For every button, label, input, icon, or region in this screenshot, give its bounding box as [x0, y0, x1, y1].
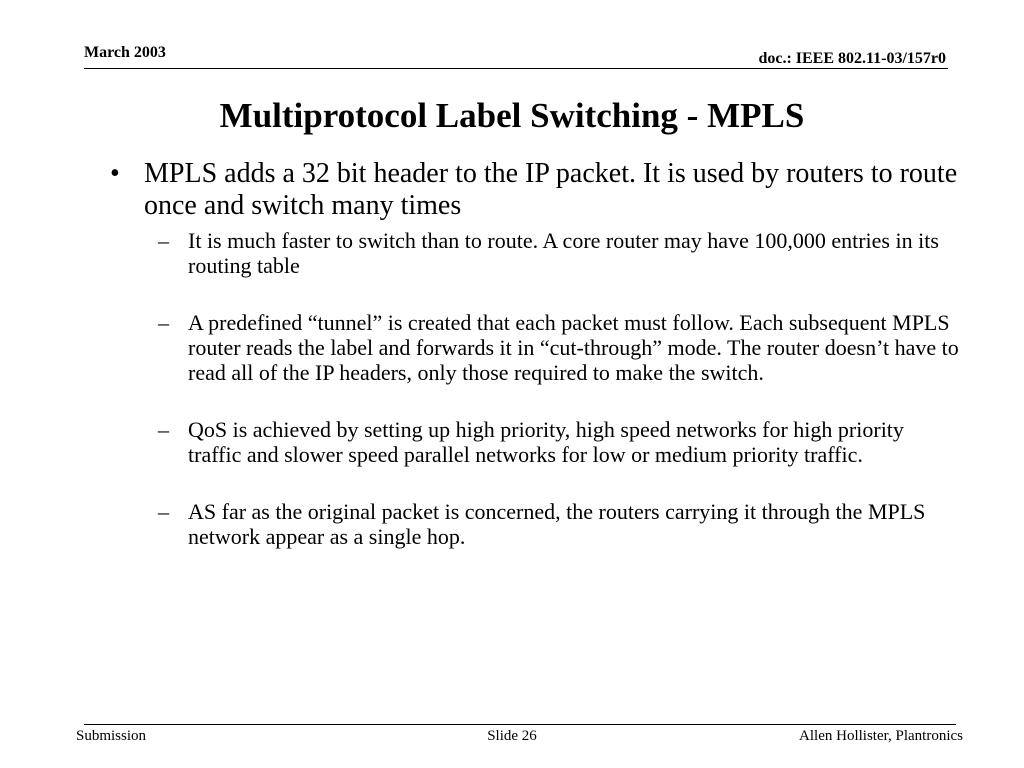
bullet-marker: • — [110, 158, 120, 189]
header-date: March 2003 — [84, 44, 166, 61]
sub-bullet-text: A predefined “tunnel” is created that each packet must follow. Each subsequent MPLS router reads the label and forwards it in “cut-through” mode. The router doesn’t have to read all of the IP headers, only those required to make the switch. — [188, 310, 959, 385]
footer-author: Allen Hollister, Plantronics — [799, 728, 963, 744]
sub-bullet-marker: – — [158, 310, 169, 335]
sub-bullet-marker: – — [158, 417, 169, 442]
sub-bullet-text: AS far as the original packet is concerned, the routers carrying it through the MPLS network appear as a single hop. — [188, 499, 926, 549]
header-doc-id: doc.: IEEE 802.11-03/157r0 — [758, 50, 946, 67]
sub-bullet-item — [110, 228, 960, 278]
footer-divider — [84, 724, 956, 725]
sub-bullet-text: QoS is achieved by setting up high priority, high speed networks for high priority traffic and slower speed parallel networks for low or medium priority traffic. — [188, 417, 904, 467]
bullet-item — [110, 158, 960, 222]
sub-bullet-text: It is much faster to switch than to route. A core router may have 100,000 entries in its routing table — [188, 228, 939, 278]
slide-body — [110, 158, 960, 549]
slide-title: Multiprotocol Label Switching - MPLS — [219, 96, 805, 135]
sub-bullet-marker: – — [158, 228, 169, 253]
bullet-text: MPLS adds a 32 bit header to the IP packet. It is used by routers to route once and switch many times — [144, 158, 958, 221]
footer-slide-number: Slide 26 — [487, 728, 537, 744]
footer-submission: Submission — [76, 728, 147, 744]
sub-bullet-item — [110, 417, 960, 467]
sub-bullet-item — [110, 310, 960, 385]
sub-bullet-marker: – — [158, 499, 169, 524]
header-divider — [84, 68, 948, 69]
sub-bullet-item — [110, 499, 960, 549]
